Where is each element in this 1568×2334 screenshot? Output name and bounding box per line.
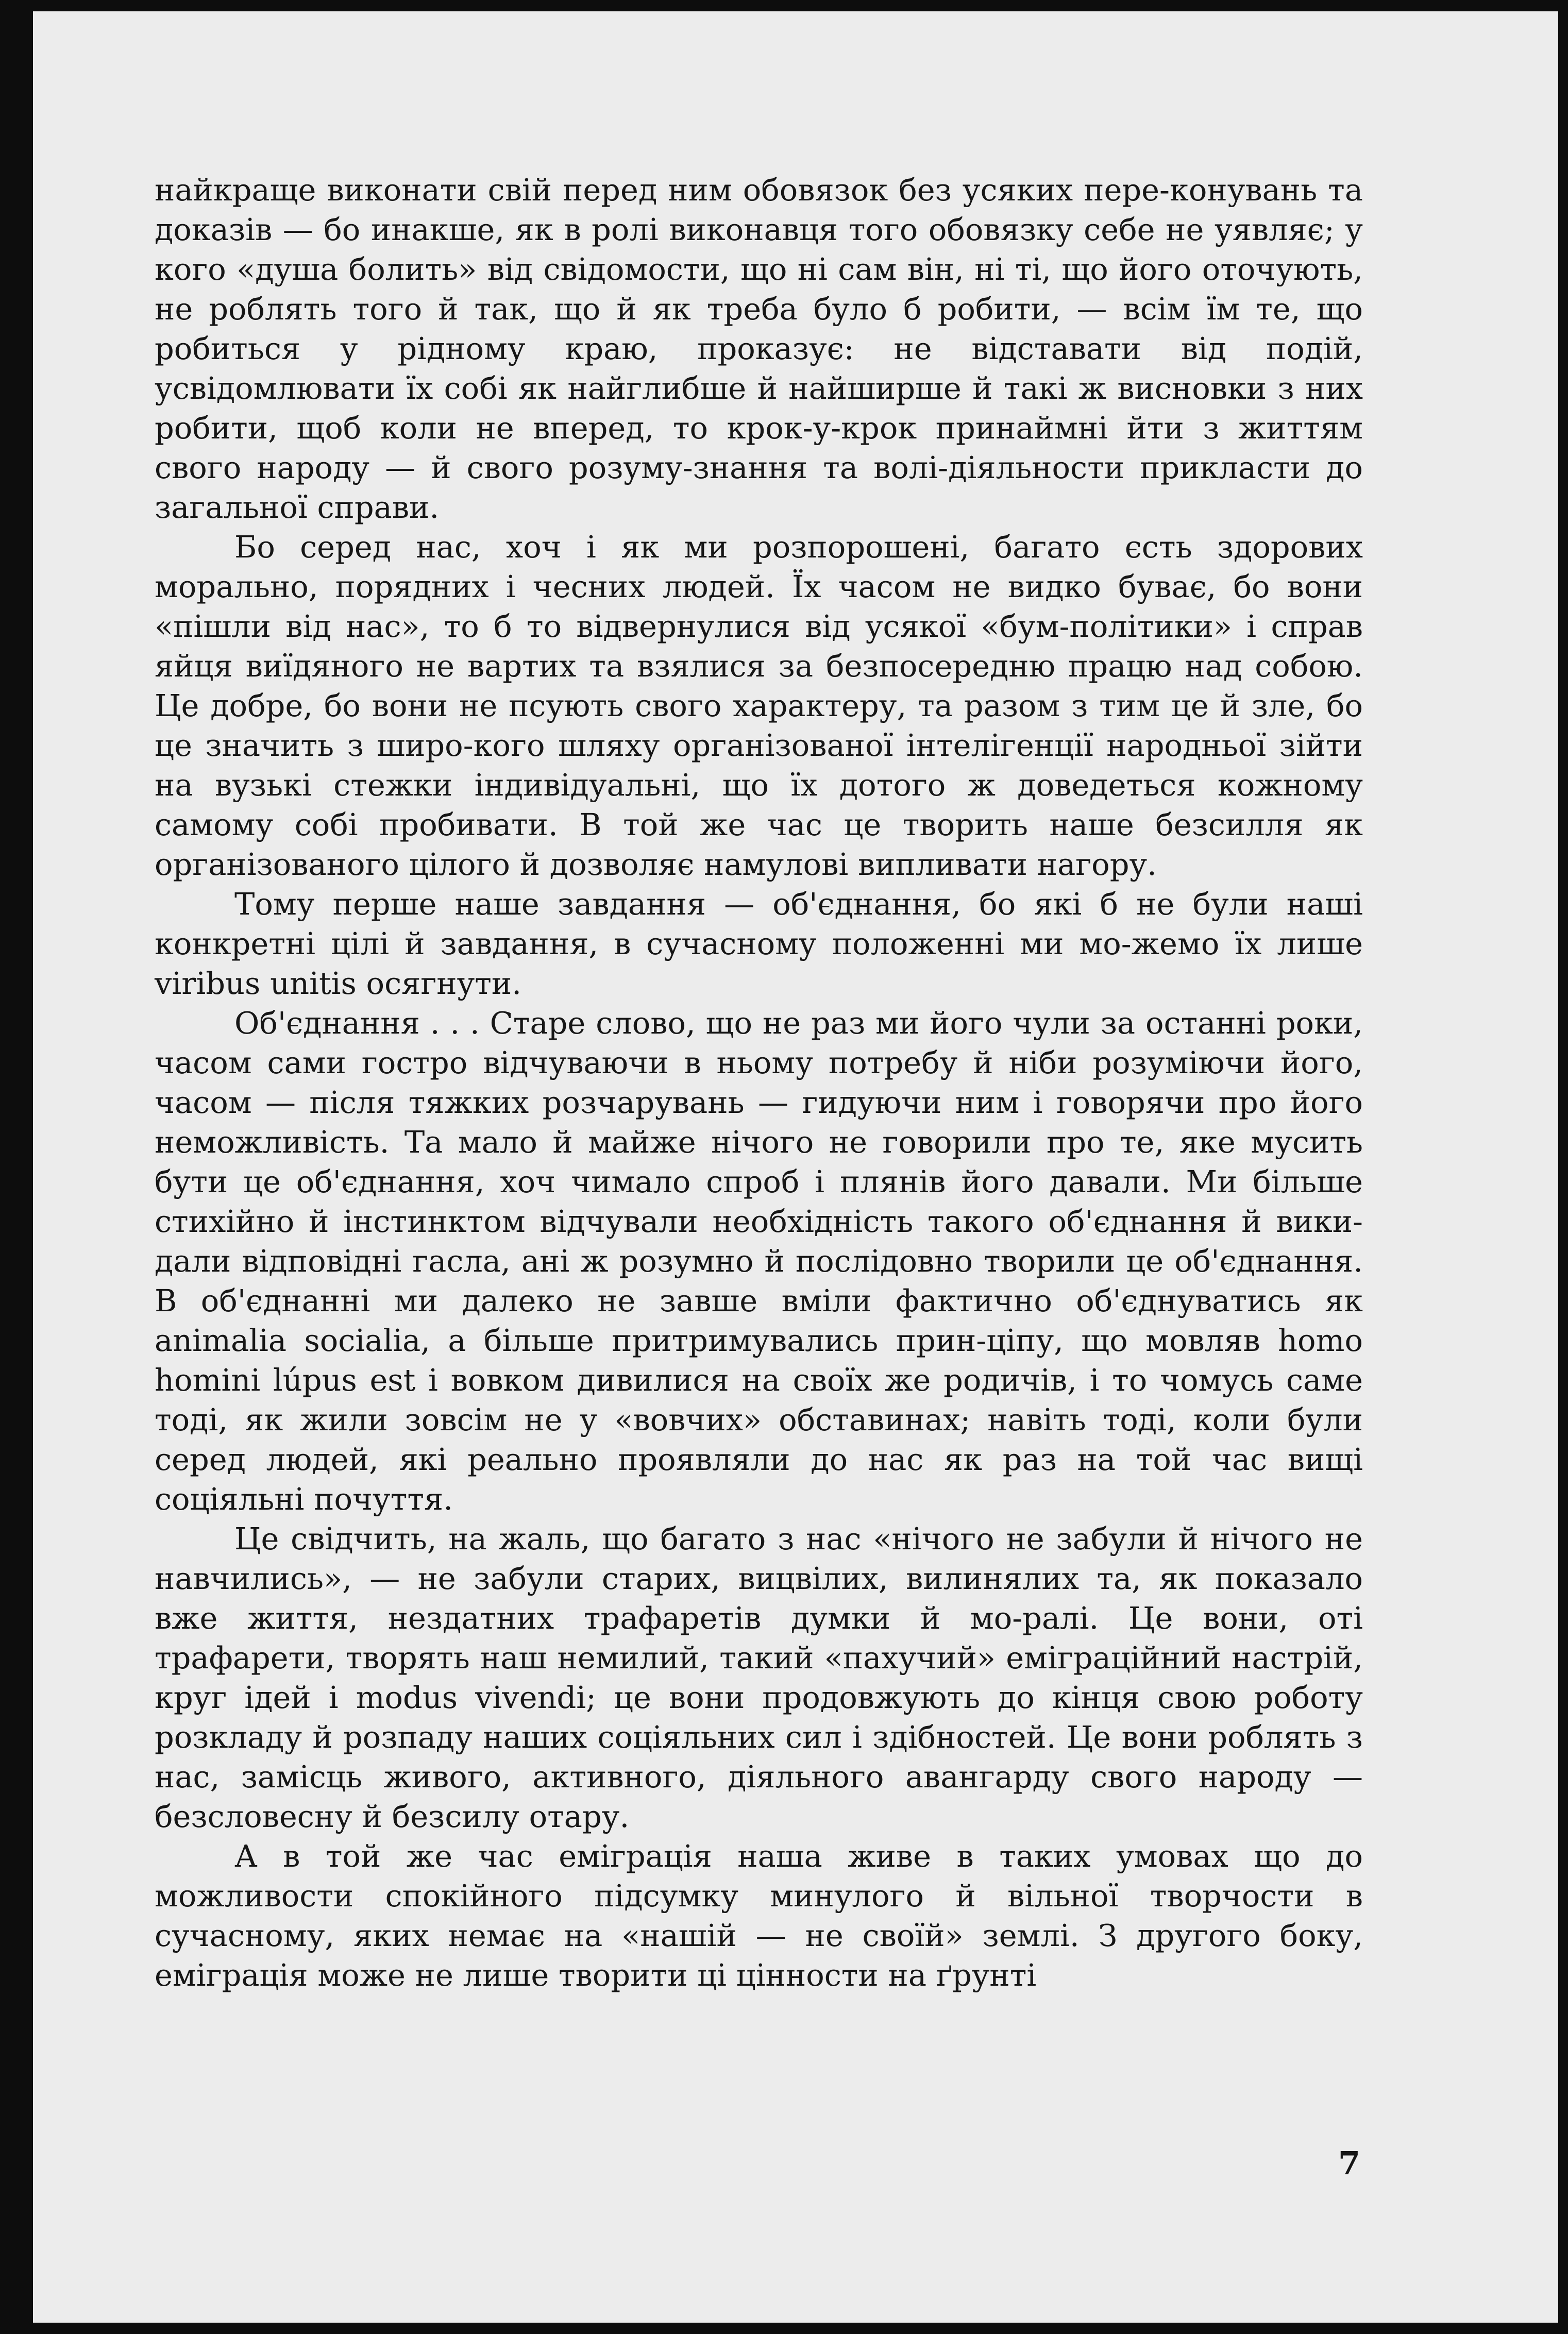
paragraph-6: А в той же час еміграція наша живе в таких умовах що до можливости спокійного підсумку минулого й вільної творчости в сучасному, яких немає на «нашій — не своїй» землі. З другого боку, еміграція може не лише творити ці цінности на ґрунті <box>155 1838 1363 1993</box>
paragraph-1: найкраще виконати свій перед ним обовязок без усяких пере-конувань та доказів — бо инакше, як в ролі виконавця того обовязку себе не уявляє; у кого «душа болить» від свідомости, що ні сам він, ні ті, що його оточують, не роблять того й так, що й як треба було б робити, — всім їм те, що робиться у рідному краю, проказує: не відставати від подій, усвідомлювати їх собі як найглибше й найширше й такі ж висновки з них робити, щоб коли не вперед, то крок-у-крок принаймні йти з життям свого народу — й свого розуму-знання та волі-діяльности прикласти до загальної справи. <box>155 172 1363 525</box>
paragraph-5: Це свідчить, на жаль, що багато з нас «нічого не забули й нічого не навчились», — не забули старих, вицвілих, вилинялих та, як показало вже життя, нездатних трафаретів думки й мо-ралі. Це вони, оті трафарети, творять наш немилий, такий «пахучий» еміграційний настрій, круг ідей і modus vivendi; це вони продовжують до кінця свою роботу розкладу й розпаду наших соціяльних сил і здібностей. Це вони роблять з нас, замісць живого, активного, діяльного авангарду свого народу — безсловесну й безсилу отару. <box>155 1521 1363 1834</box>
page-number: 7 <box>1338 2144 1360 2182</box>
body-text <box>155 170 1363 1995</box>
paragraph-4: Об'єднання . . . Старе слово, що не раз ми його чули за останні роки, часом сами гостро відчуваючи в ньому потребу й ніби розуміючи його, часом — після тяжких розчарувань — гидуючи ним і говорячи про його неможливість. Та мало й майже нічого не говорили про те, яке мусить бути це об'єднання, хоч чимало спроб і плянів його давали. Ми більше стихійно й інстинктом відчували необхідність такого об'єднання й вики-дали відповідні гасла, ані ж розумно й послідовно творили це об'єднання. В об'єднанні ми далеко не завше вміли фактично об'єднуватись як animalia socialia, а більше притримувались прин-ціпу, що мовляв homo homini lúpus est і вовком дивилися на своїх же родичів, і то чомусь саме тоді, як жили зовсім не у «вовчих» обставинах; навіть тоді, коли були серед людей, які реально проявляли до нас як раз на той час вищі соціяльні почуття. <box>155 1005 1363 1517</box>
paragraph-2: Бо серед нас, хоч і як ми розпорошені, багато єсть здорових морально, порядних і чесних людей. Їх часом не видко буває, бо вони «пішли від нас», то б то відвернулися від усякої «бум-політики» і справ яйця виїдяного не вартих та взялися за безпосередню працю над собою. Це добре, бо вони не псують свого характеру, та разом з тим це й зле, бо це значить з широ-кого шляху організованої інтелігенції народньої зійти на вузькі стежки індивідуальні, що їх дотого ж доведеться кожному самому собі пробивати. В той же час це творить наше безсилля як організованого цілого й дозволяє намулові випливати нагору. <box>155 529 1363 882</box>
paragraph-3: Тому перше наше завдання — об'єднання, бо які б не були наші конкретні цілі й завдання, в сучасному положенні ми мо-жемо їх лише viribus unitis осягнути. <box>155 886 1363 1001</box>
